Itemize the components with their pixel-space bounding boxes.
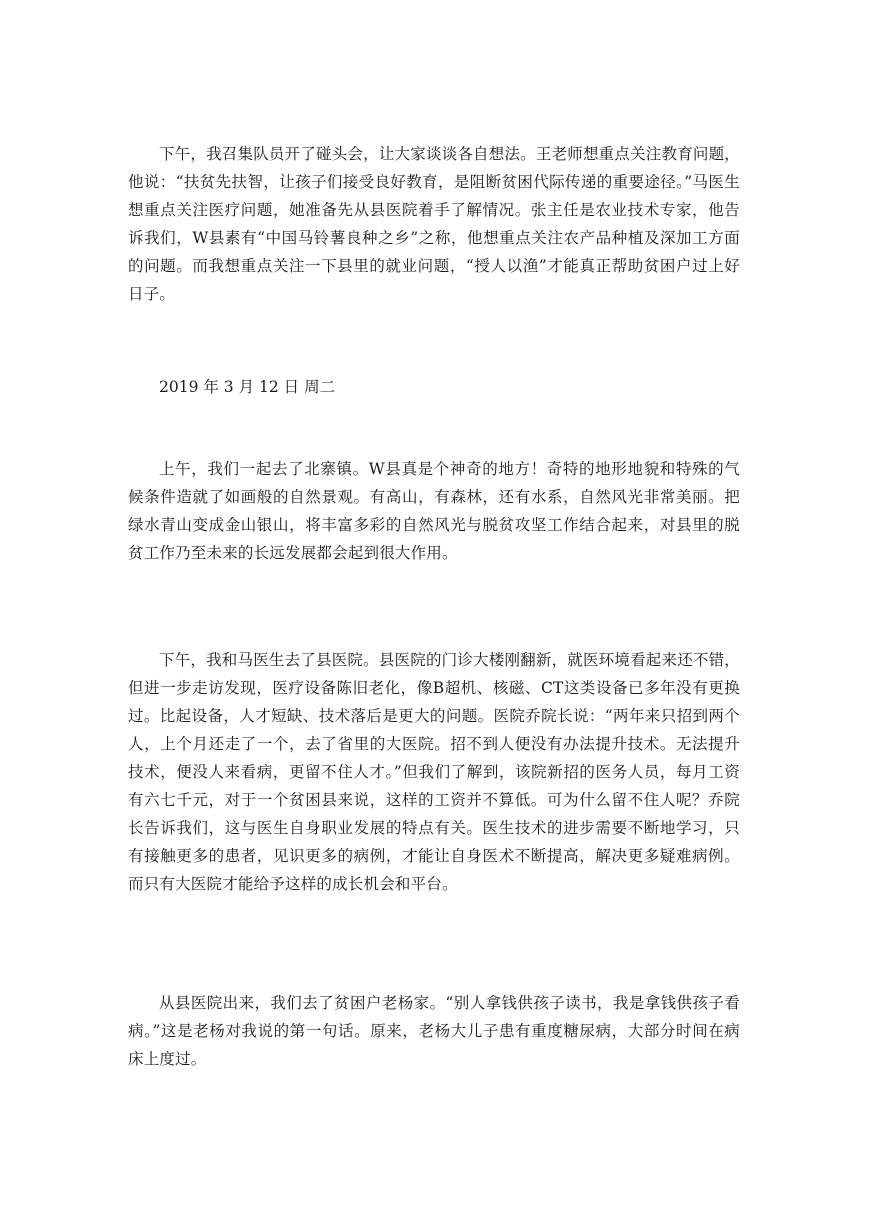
paragraph-family-visit: 从县医院出来，我们去了贫困户老杨家。“别人拿钱供孩子读书，我是拿钱供孩子看病。”这是老杨对我说的第一句话。原来，老杨大儿子患有重度糖尿病，大部分时间在病床上度过。 [128, 994, 740, 1068]
paragraph-team-meeting: 下午，我召集队员开了碰头会，让大家谈谈各自想法。王老师想重点关注教育问题，他说：“扶贫先扶智，让孩子们接受良好教育，是阻断贫困代际传递的重要途径。”马医生想重点关注医疗问题，她准备先从县医院着手了解情况。张主任是农业技术专家，他告诉我们，W县素有“中国马铃薯良种之乡”之称，他想重点关注农产品种植及深加工方面的问题。而我想重点关注一下县里的就业问题，“授人以渔”才能真正帮助贫困户过上好日子。 [128, 145, 740, 303]
paragraph-beizhai-visit: 上午，我们一起去了北寨镇。W县真是个神奇的地方！奇特的地形地貌和特殊的气候条件造就了如画般的自然景观。有高山，有森林，还有水系，自然风光非常美丽。把绿水青山变成金山银山，将丰富多彩的自然风光与脱贫攻坚工作结合起来，对县里的脱贫工作乃至未来的长远发展都会起到很大作用。 [128, 460, 740, 562]
diary-date: 2019 年 3 月 12 日 周二 [159, 378, 336, 396]
paragraph-hospital-visit: 下午，我和马医生去了县医院。县医院的门诊大楼刚翻新，就医环境看起来还不错，但进一步走访发现，医疗设备陈旧老化，像B超机、核磁、CT这类设备已多年没有更换过。比起设备，人才短缺、技术落后是更大的问题。医院乔院长说：“两年来只招到两个人，上个月还走了一个，去了省里的大医院。招不到人便没有办法提升技术。无法提升技术，便没人来看病，更留不住人才。”但我们了解到，该院新招的医务人员，每月工资有六七千元，对于一个贫困县来说，这样的工资并不算低。可为什么留不住人呢？乔院长告诉我们，这与医生自身职业发展的特点有关。医生技术的进步需要不断地学习，只有接触更多的患者，见识更多的病例，才能让自身医术不断提高，解决更多疑难病例。而只有大医院才能给予这样的成长机会和平台。 [128, 651, 740, 893]
